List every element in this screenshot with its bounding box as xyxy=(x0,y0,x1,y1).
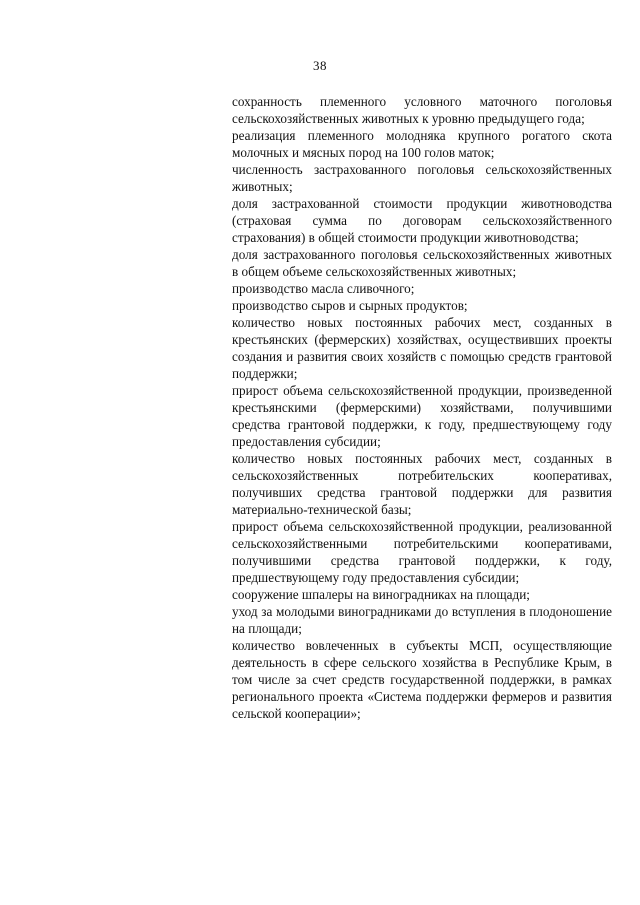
paragraph: доля застрахованной стоимости продукции животноводства (страховая сумма по договорам сельскохозяйственного страхования) в общей стоимости продукции животноводства; xyxy=(232,196,612,245)
paragraph: прирост объема сельскохозяйственной продукции, реализованной сельскохозяйственными потребительскими кооперативами, получившими средства грантовой поддержки, к году, предшествующему году предоставления субсидии; xyxy=(232,519,612,585)
paragraph: производство сыров и сырных продуктов; xyxy=(232,298,468,313)
paragraph: производство масла сливочного; xyxy=(232,281,415,296)
paragraph: доля застрахованного поголовья сельскохозяйственных животных в общем объеме сельскохозяйственных животных; xyxy=(232,247,612,279)
paragraph: реализация племенного молодняка крупного рогатого скота молочных и мясных пород на 100 голов маток; xyxy=(232,128,612,160)
paragraph: количество новых постоянных рабочих мест, созданных в крестьянских (фермерских) хозяйствах, осуществивших проекты создания и развития своих хозяйств с помощью средств грантовой поддержки; xyxy=(232,315,612,381)
document-body xyxy=(232,93,612,722)
paragraph: численность застрахованного поголовья сельскохозяйственных животных; xyxy=(232,162,612,194)
paragraph: сооружение шпалеры на виноградниках на площади; xyxy=(232,587,530,602)
paragraph: уход за молодыми виноградниками до вступления в плодоношение на площади; xyxy=(232,604,612,636)
paragraph: прирост объема сельскохозяйственной продукции, произведенной крестьянскими (фермерскими) хозяйствами, получившими средства грантовой поддержки, к году, предшествующему году предоставления субсидии; xyxy=(232,383,612,449)
paragraph: количество новых постоянных рабочих мест, созданных в сельскохозяйственных потребительских кооперативах, получивших средства грантовой поддержки для развития материально-технической базы; xyxy=(232,451,612,517)
paragraph: количество вовлеченных в субъекты МСП, осуществляющие деятельность в сфере сельского хозяйства в Республике Крым, в том числе за счет средств государственной поддержки, в рамках регионального проекта «Система поддержки фермеров и развития сельской кооперации»; xyxy=(232,638,612,721)
paragraph: сохранность племенного условного маточного поголовья сельскохозяйственных животных к уровню предыдущего года; xyxy=(232,94,612,126)
page-number: 38 xyxy=(313,58,327,73)
